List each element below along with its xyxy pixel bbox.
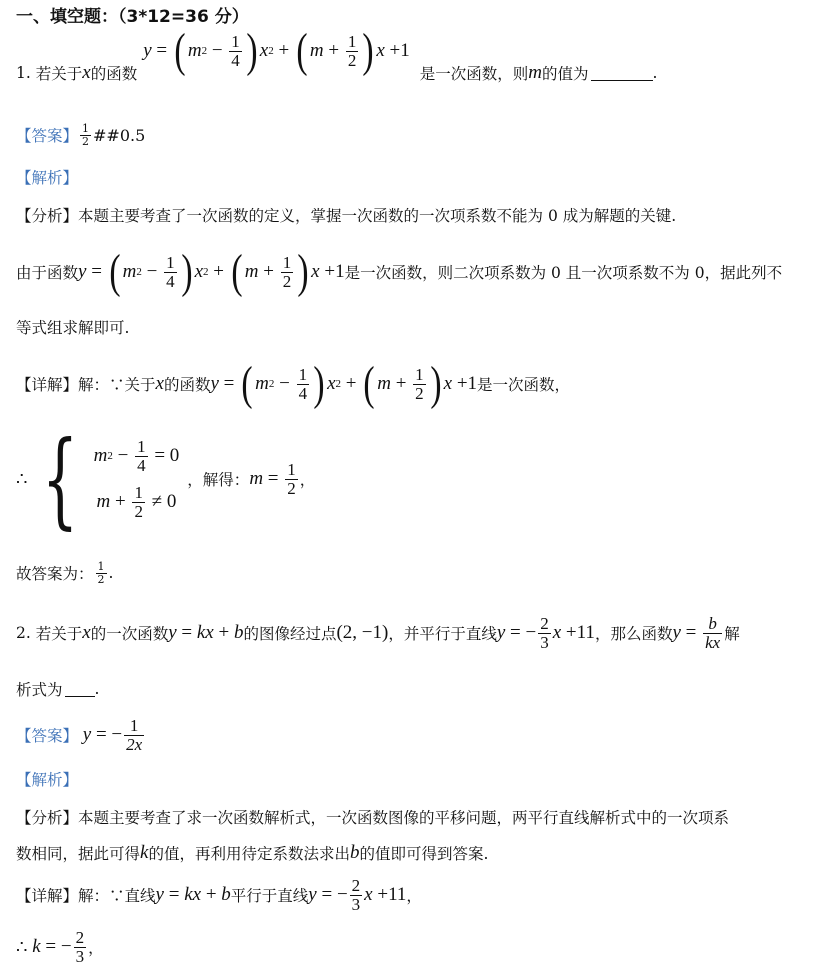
analysis-tag: 【解析】: [16, 169, 79, 187]
result: m = $\frac{1}{2}$: [249, 459, 296, 498]
final-answer: 故答案为： $\frac{1}{2}$ .: [16, 559, 114, 586]
analysis-text-2: 数相同，据此可得 k 的值，再利用待定系数法求出 b 的值即可得到答案.: [16, 842, 489, 863]
detail-line: 【详解】 解：∵直线 y = kx + b 平行于直线 y = − $\frac{2}{3}$ x +11 ，: [16, 875, 422, 914]
because-line: 由于函数 y = ( m 2 − $\frac{1}{4}$ ) x 2 + ( m + $\frac{1}{2}$ ) x +1 是一次函数，则二次项系数为 0 且一次项系数不为 0，据此列不: [16, 245, 783, 298]
answer-tag: 【答案】: [16, 127, 79, 145]
point: (2, −1): [336, 622, 389, 643]
question-2: 2. 若关于 x 的一次函数 y = kx + b 的图像经过点 (2, −1) ，并平行于直线 y = − $\frac{2}{3}$ x +11 ，那么函数 y = $\frac{b}{kx}$ 解: [16, 613, 740, 652]
answer-blank: [591, 66, 653, 81]
analysis-text: 【分析】 本题主要考查了求一次函数解析式，一次函数图像的平移问题，两平行直线解析式中的一次项系: [16, 809, 730, 827]
section-title: 一、填空题：（3*12=36 分）: [16, 7, 249, 27]
because-line-2: 等式组求解即可.: [16, 319, 130, 337]
equation-system: ∴ { m 2 − $\frac{1}{4}$ = 0 m + $\frac{1}{2}$ ≠ 0 ，解得： m = $\frac{1}{2}$ ，: [16, 418, 316, 540]
question-number: 2.: [16, 624, 31, 642]
question-number: 1.: [16, 64, 31, 82]
function-formula: y = ( m 2 − $\frac{1}{4}$ ) x 2 + ( m + $\frac{1}{2}$ ) x +1: [78, 245, 345, 298]
question-1: 1. 若关于 x 的函数 y = ( m 2 − $\frac{1}{4}$ ) x 2 + ( m + $\frac{1}{2}$ ) x +1 是一次函数，则 m 的值为 .: [16, 24, 658, 83]
answer-fraction: $\frac{1}{2}$: [82, 121, 90, 148]
brace: {: [42, 418, 79, 540]
question-2-line-2: 析式为 .: [16, 680, 100, 699]
function-formula: y = ( m 2 − $\frac{1}{4}$ ) x 2 + ( m + $\frac{1}{2}$ ) x +1: [143, 24, 410, 77]
answer-1: 【答案】 $\frac{1}{2}$ ##0.5: [16, 121, 146, 148]
analysis-tag: 【解析】: [16, 771, 79, 789]
function-formula: y = ( m 2 − $\frac{1}{4}$ ) x 2 + ( m + $\frac{1}{2}$ ) x +1: [210, 357, 478, 410]
answer-blank: [65, 682, 95, 697]
answer-2: 【答案】 y = − $\frac{1}{2x}$: [16, 715, 143, 754]
answer-tag: 【答案】: [16, 727, 79, 745]
k-result: ∴ k = − $\frac{2}{3}$ ，: [16, 927, 104, 966]
detail-line: 【详解】 解：∵关于 x 的函数 y = ( m 2 − $\frac{1}{4}$ ) x 2 + ( m + $\frac{1}{2}$ ) x +1 是一次函数，: [16, 357, 571, 410]
analysis-text: 【分析】 本题主要考查了一次函数的定义，掌握一次函数的一次项系数不能为 0 成为解题的关键.: [16, 207, 677, 225]
